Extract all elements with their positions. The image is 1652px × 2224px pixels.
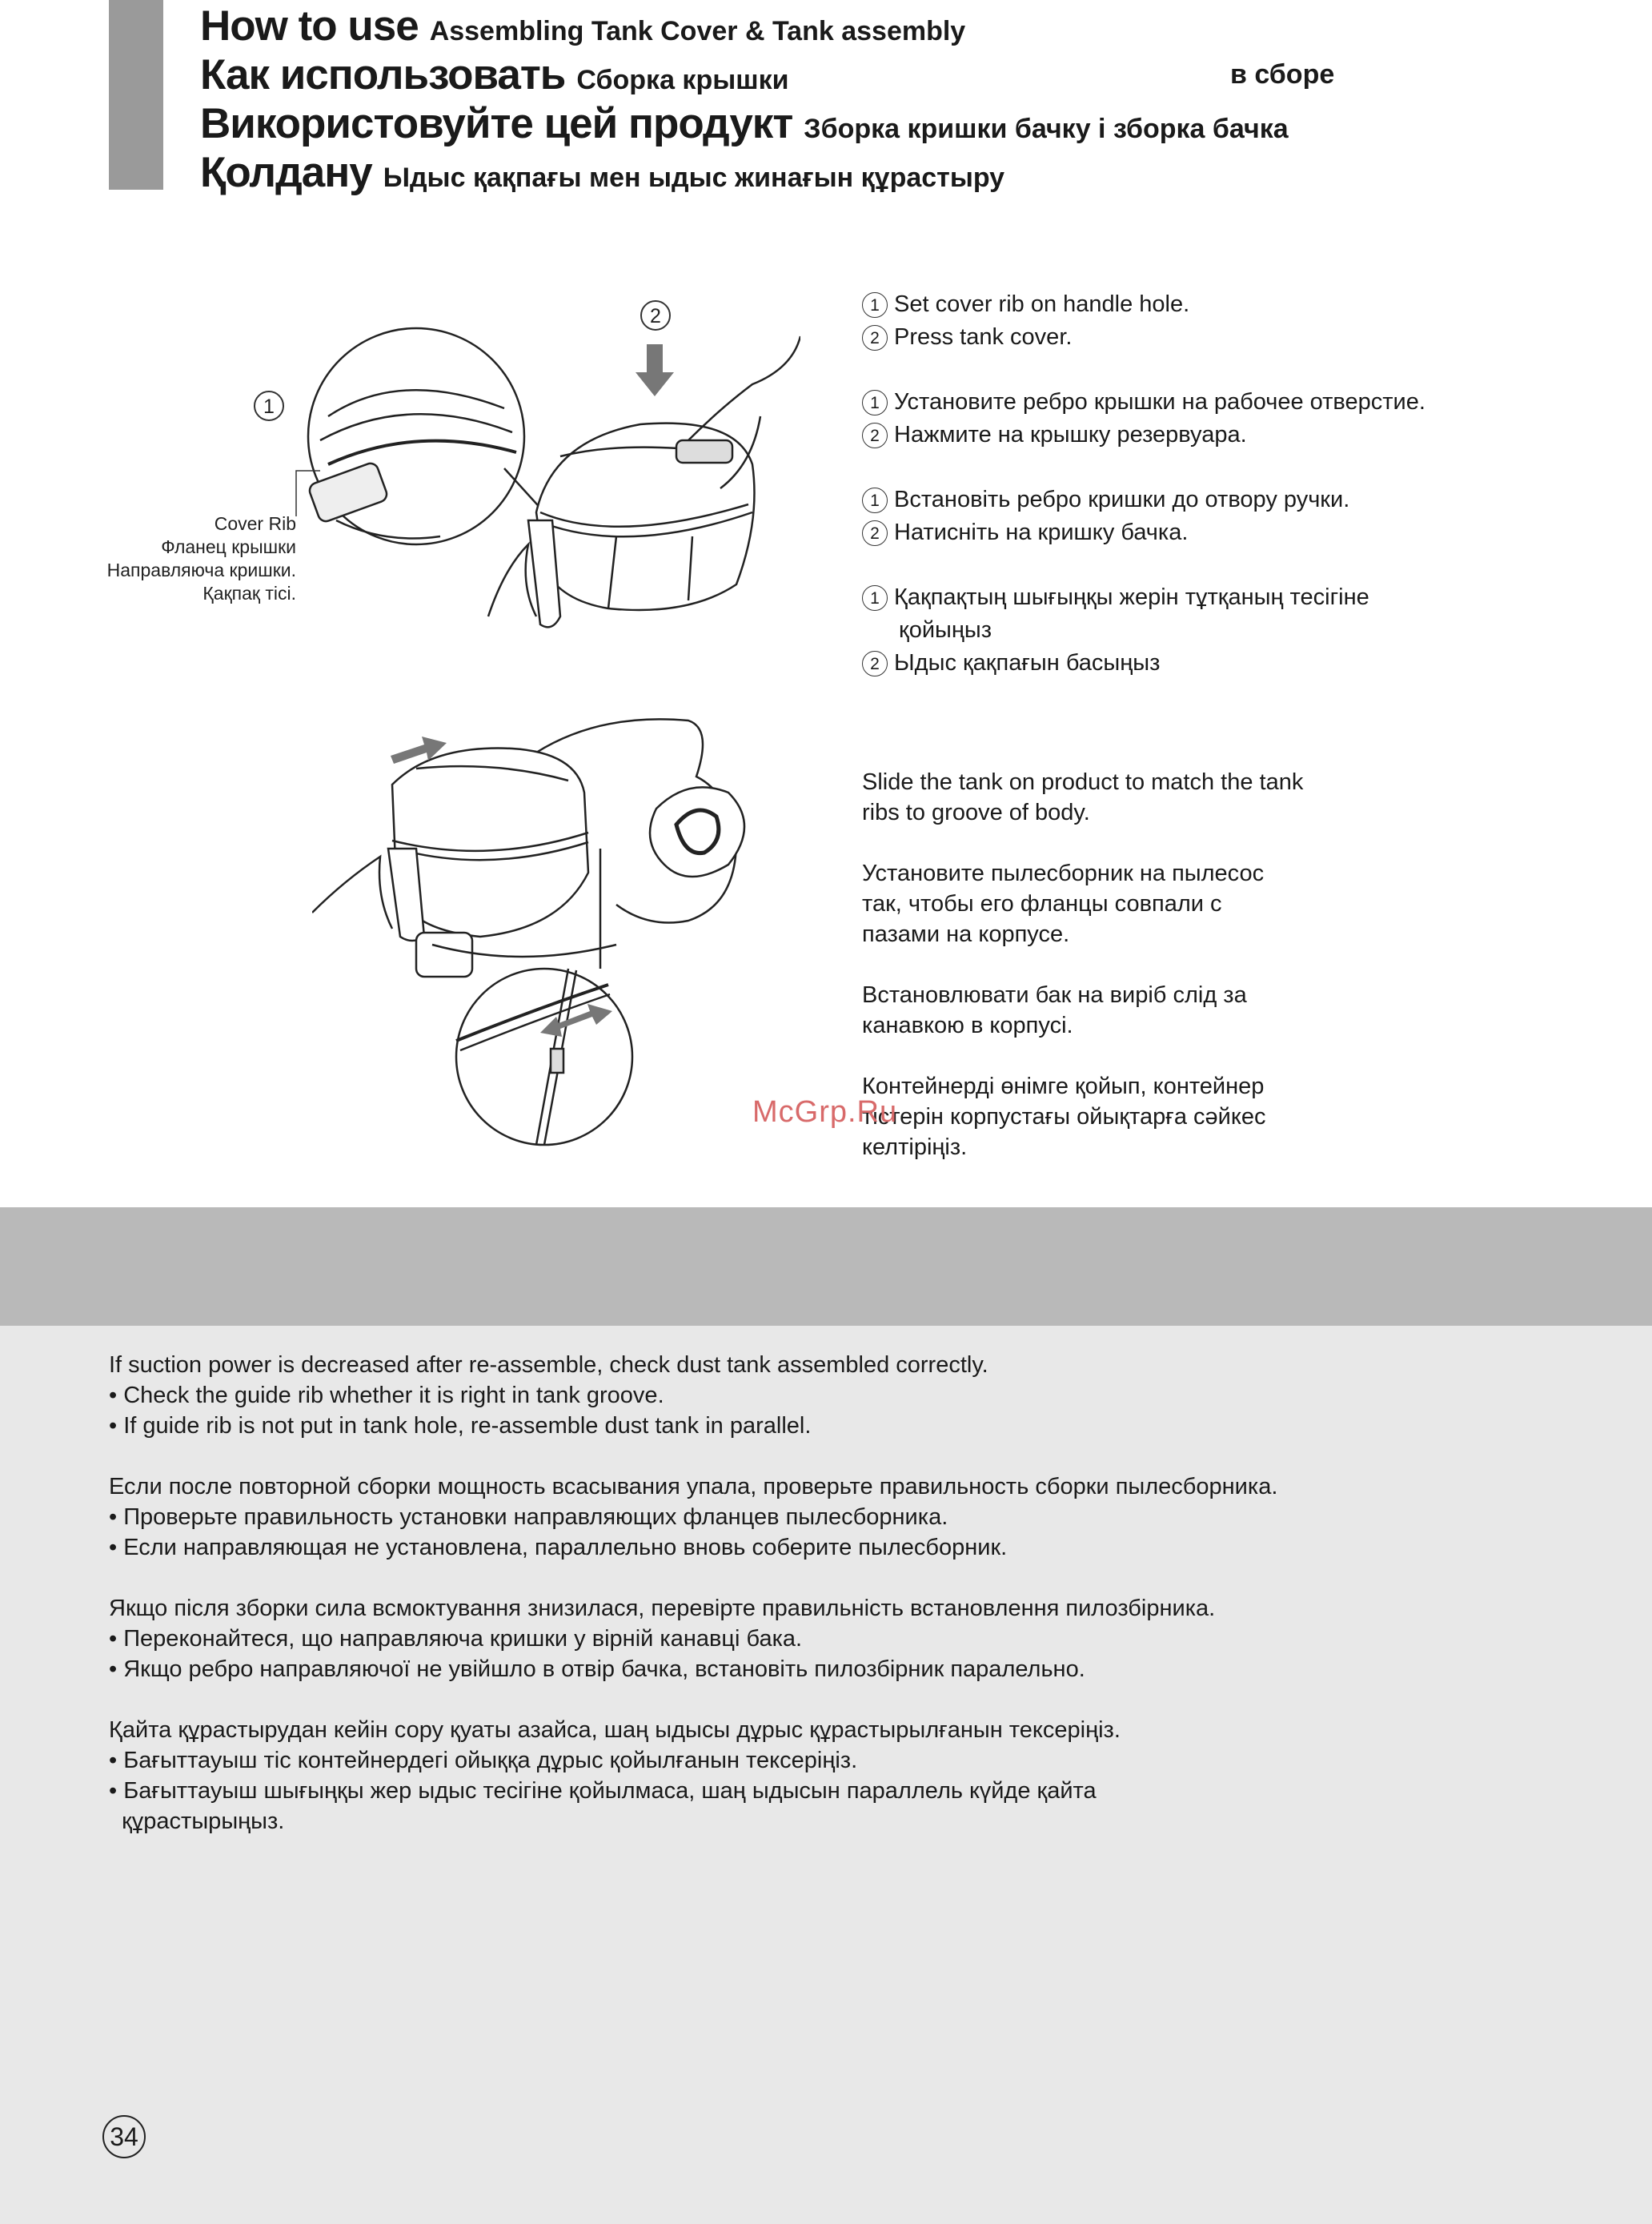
- title-en-main: How to use: [200, 2, 419, 50]
- step-number: 1: [862, 292, 888, 318]
- instruction-continuation: қойыңыз: [899, 617, 992, 643]
- step-number: 2: [862, 423, 888, 448]
- instruction-item: 1 Қақпақтың шығыңқы жерін тұтқаның тесігіне: [862, 581, 1425, 614]
- press-arrow: [636, 344, 674, 396]
- note-block-uk: Якщо після зборки сила всмоктування знизилася, перевірте правильність встановлення пилозбірника. • Переконайтеся, що направляюча кришки у вірній канавці бака. • Якщо ребро направляючої не увійшло в отвір бачка, встановіть пилозбірник паралельно.: [109, 1596, 1216, 1682]
- instruction-paragraph: Встановлювати бак на виріб слід за канавкою в корпусі.: [862, 982, 1247, 1038]
- tank-instructions: [862, 767, 1303, 1193]
- instruction-item: 1 Встановіть ребро кришки до отвору ручки.: [862, 484, 1425, 516]
- wheel: [650, 787, 744, 877]
- svg-text:2: 2: [650, 305, 661, 327]
- page-title-block: [200, 2, 1335, 197]
- step-number: 1: [862, 390, 888, 415]
- title-ru-sub: Сборка крышки: [576, 65, 789, 95]
- caption-line: Қақпақ тісі.: [202, 583, 296, 604]
- note-block-en: If suction power is decreased after re-assemble, check dust tank assembled correctly. • Check the guide rib whether it is right in tank groove. • If guide rib is not put in tank hole, re-assemble dust tank in parallel.: [109, 1352, 988, 1439]
- instruction-item: 2 Натисніть на кришку бачка.: [862, 516, 1425, 549]
- notes: [109, 1350, 1277, 1867]
- header-side-bar: [109, 0, 163, 190]
- title-ru: [200, 50, 1335, 99]
- step-number: 1: [862, 488, 888, 513]
- note-header-band: [0, 1207, 1652, 1326]
- title-en: [200, 2, 1289, 50]
- instruction-item: 2 Нажмите на крышку резервуара.: [862, 419, 1425, 452]
- title-ru-extra: в сборе: [1230, 59, 1335, 90]
- step-number: 2: [862, 325, 888, 351]
- instruction-item: 1 Set cover rib on handle hole.: [862, 288, 1425, 321]
- title-kk-sub: Ыдыс қақпағы мен ыдыс жинағын құрастыру: [383, 163, 1005, 193]
- title-kk: [200, 148, 1289, 197]
- note-block-kk: Қайта құрастырудан кейін сору қуаты азайса, шаң ыдысы дұрыс құрастырылғанын тексеріңіз. • Бағыттауыш тіс контейнердегі ойыққа дұрыс қойылғанын тексеріңіз. • Бағыттауыш шығыңқы жер ыдыс тесігіне қойылмаса, шаң ыдысын параллель күйде қайта құрастырыңыз.: [109, 1717, 1121, 1834]
- title-uk-main: Використовуйте цей продукт: [200, 100, 793, 147]
- tank-cover-illustration: [240, 280, 800, 648]
- instruction-paragraph: Контейнерді өнімге қойып, контейнер тістерін корпустағы ойықтарға сәйкес келтіріңіз.: [862, 1074, 1266, 1160]
- caption-line: Фланец крышки: [161, 536, 296, 557]
- cover-rib-caption: [64, 512, 296, 605]
- title-kk-main: Қолдану: [200, 149, 372, 196]
- instruction-item: 1 Установите ребро крышки на рабочее отверстие.: [862, 386, 1425, 419]
- title-ru-main: Как использовать: [200, 51, 566, 98]
- step-number: 1: [862, 585, 888, 611]
- title-uk-sub: Зборка кришки бачку і зборка бачка: [804, 114, 1289, 144]
- step-number: 2: [862, 520, 888, 546]
- svg-text:1: 1: [263, 395, 275, 418]
- note-block-ru: Если после повторной сборки мощность всасывания упала, проверьте правильность сборки пылесборника. • Проверьте правильность установки направляющих фланцев пылесборника. • Если направляющая не установлена, параллельно вновь соберите пылесборник.: [109, 1474, 1278, 1560]
- page-number: 34: [102, 2115, 146, 2158]
- step-marker-2: [641, 301, 670, 330]
- cover-instructions: [862, 288, 1425, 680]
- title-en-sub: Assembling Tank Cover & Tank assembly: [429, 16, 966, 46]
- instruction-paragraph: Slide the tank on product to match the tank ribs to groove of body.: [862, 769, 1304, 825]
- instruction-item: 2 Ыдыс қақпағын басыңыз: [862, 647, 1425, 680]
- caption-line: Cover Rib: [214, 513, 296, 534]
- instruction-item: 2 Press tank cover.: [862, 321, 1425, 354]
- caption-line: Направляюча кришки.: [106, 560, 296, 580]
- step-marker-1: [255, 391, 283, 420]
- tank-assembly-illustration: [312, 705, 760, 1153]
- title-uk: [200, 99, 1289, 148]
- step-number: 2: [862, 651, 888, 676]
- instruction-paragraph: Установите пылесборник на пылесос так, чтобы его фланцы совпали с пазами на корпусе.: [862, 861, 1265, 947]
- watermark: McGrp.Ru: [752, 1095, 898, 1129]
